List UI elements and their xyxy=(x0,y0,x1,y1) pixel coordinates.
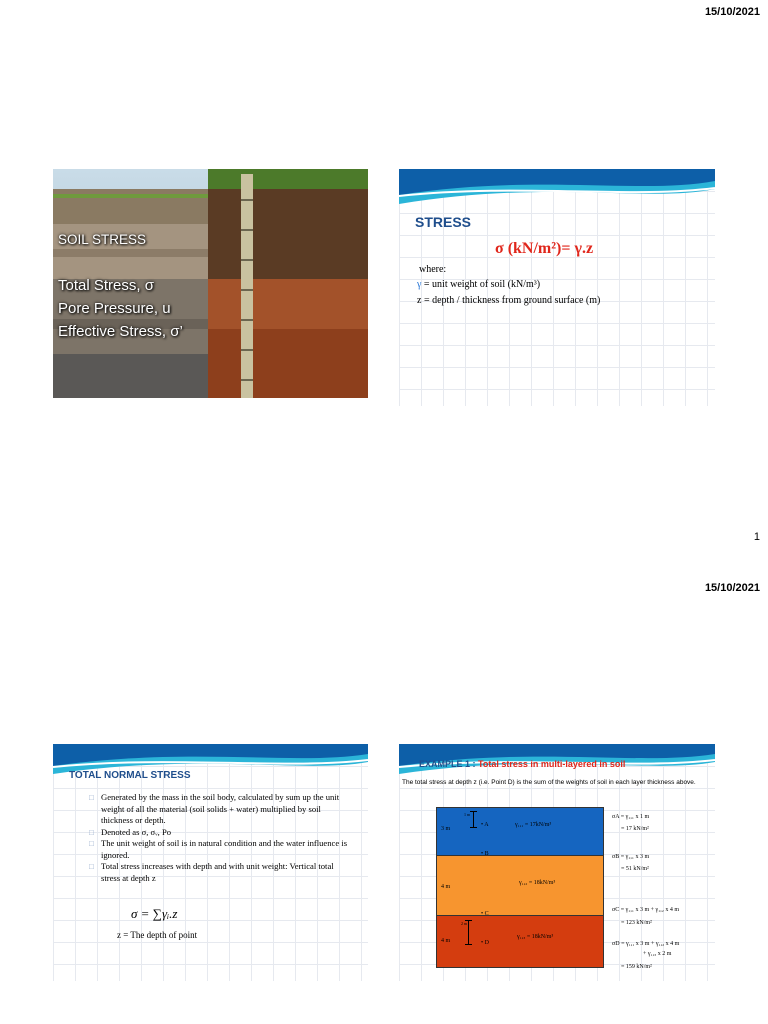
calc-c-line1: σC = γ₁,₁ x 3 m + γ₁,₂ x 4 m xyxy=(612,907,680,913)
point-c: • C xyxy=(481,911,489,917)
bullet-list xyxy=(89,792,351,884)
bullet-marker: □ xyxy=(89,827,94,837)
where-label: where: xyxy=(419,264,447,275)
layer-1-unit-weight: γ₁,₁ = 17kN/m³ xyxy=(515,822,552,828)
layer-3-unit-weight: γ₁,₃ = 18kN/m³ xyxy=(517,934,554,940)
layer-1-thickness: 3 m xyxy=(441,826,451,832)
bullet-item xyxy=(89,861,351,884)
bullet-marker: □ xyxy=(89,793,94,802)
slide-total-normal-stress xyxy=(53,744,368,981)
stress-formula: σ (kN/m²)= γ.z xyxy=(495,240,594,257)
slide1-title: SOIL STRESS xyxy=(58,232,147,247)
point-d: • D xyxy=(481,940,489,946)
slide-example-1 xyxy=(399,744,715,981)
bullet-marker: □ xyxy=(89,862,94,871)
dimension-2m xyxy=(468,920,469,944)
layer-3-thickness: 4 m xyxy=(441,938,451,944)
bullet-text: Total stress increases with depth and with unit weight: Vertical total stress at depth z xyxy=(101,861,334,883)
dimension-1m xyxy=(473,811,474,827)
point-b-label: B xyxy=(484,851,489,857)
dim-1m-label: 1 m xyxy=(464,812,471,817)
point-d-label: D xyxy=(484,940,489,946)
bullet-item xyxy=(89,792,351,827)
point-b: • B xyxy=(481,851,489,857)
page2-date: 15/10/2021 xyxy=(704,582,760,594)
gamma-definition xyxy=(417,279,540,290)
layer-2-thickness: 4 m xyxy=(441,884,451,890)
z-definition: z = depth / thickness from ground surface (m) xyxy=(417,295,601,306)
slide-soil-stress xyxy=(53,169,368,398)
header-wave xyxy=(399,169,715,209)
slide2-title: STRESS xyxy=(415,214,472,230)
point-a: • A xyxy=(481,822,489,828)
layer-2-unit-weight: γ₁,₂ = 18kN/m³ xyxy=(519,880,556,886)
dim-2m-label: 2 m xyxy=(461,921,468,926)
calc-a-line2: = 17 kN/m² xyxy=(621,826,649,832)
slide3-title: TOTAL NORMAL STRESS xyxy=(69,770,191,781)
gamma-def-text: = unit weight of soil (kN/m³) xyxy=(423,279,541,290)
example-label: EXAMPLE 1 : xyxy=(419,759,479,769)
calc-a-line1: σA = γ₁,₁ x 1 m xyxy=(612,814,650,820)
bullet-text: The unit weight of soil is in natural condition and the water influence is ignored. xyxy=(101,838,348,860)
slide1-item-total-stress: Total Stress, σ xyxy=(58,277,154,294)
slide1-item-effective-stress: Effective Stress, σ’ xyxy=(58,323,183,340)
calc-d-line3: = 159 kN/m² xyxy=(621,964,652,970)
example-title: Total stress in multi-layered in soil xyxy=(478,759,626,769)
page1-date: 15/10/2021 xyxy=(704,6,760,18)
calc-b-line2: = 51 kN/m² xyxy=(621,866,649,872)
soil-profile xyxy=(436,807,604,968)
point-a-label: A xyxy=(484,822,489,828)
calc-c-line2: = 123 kN/m² xyxy=(621,920,652,926)
calc-d-line1: σD = γ₁,₁ x 3 m + γ₁,₂ x 4 m xyxy=(612,941,680,947)
example-intro: The total stress at depth z (i.e. Point D) is the sum of the weights of soil in each layer thickness above. xyxy=(402,779,696,786)
point-c-label: C xyxy=(484,911,489,917)
slide1-item-pore-pressure: Pore Pressure, u xyxy=(58,300,171,317)
calc-d-line2: + γ₁,₃ x 2 m xyxy=(643,951,672,957)
bullet-item xyxy=(89,827,351,839)
total-stress-formula: σ = ∑γᵢ.z xyxy=(131,906,178,921)
bullet-item xyxy=(89,838,351,861)
page-number: 1 xyxy=(753,531,760,543)
layer-1 xyxy=(437,808,603,855)
calc-b-line1: σB = γ₁,₁ x 3 m xyxy=(612,854,650,860)
bullet-text: Denoted as σ, σᵥ, Po xyxy=(101,826,172,837)
slide4-title xyxy=(419,759,625,769)
bullet-text: Generated by the mass in the soil body, calculated by sum up the unit weight of all the material (soil solids + water) multiplied by soil thickness or depth. xyxy=(101,792,340,825)
slide-stress xyxy=(399,169,715,406)
bullet-marker: □ xyxy=(89,839,94,848)
depth-definition: z = The depth of point xyxy=(117,930,198,940)
gamma-symbol: γ xyxy=(417,279,422,290)
